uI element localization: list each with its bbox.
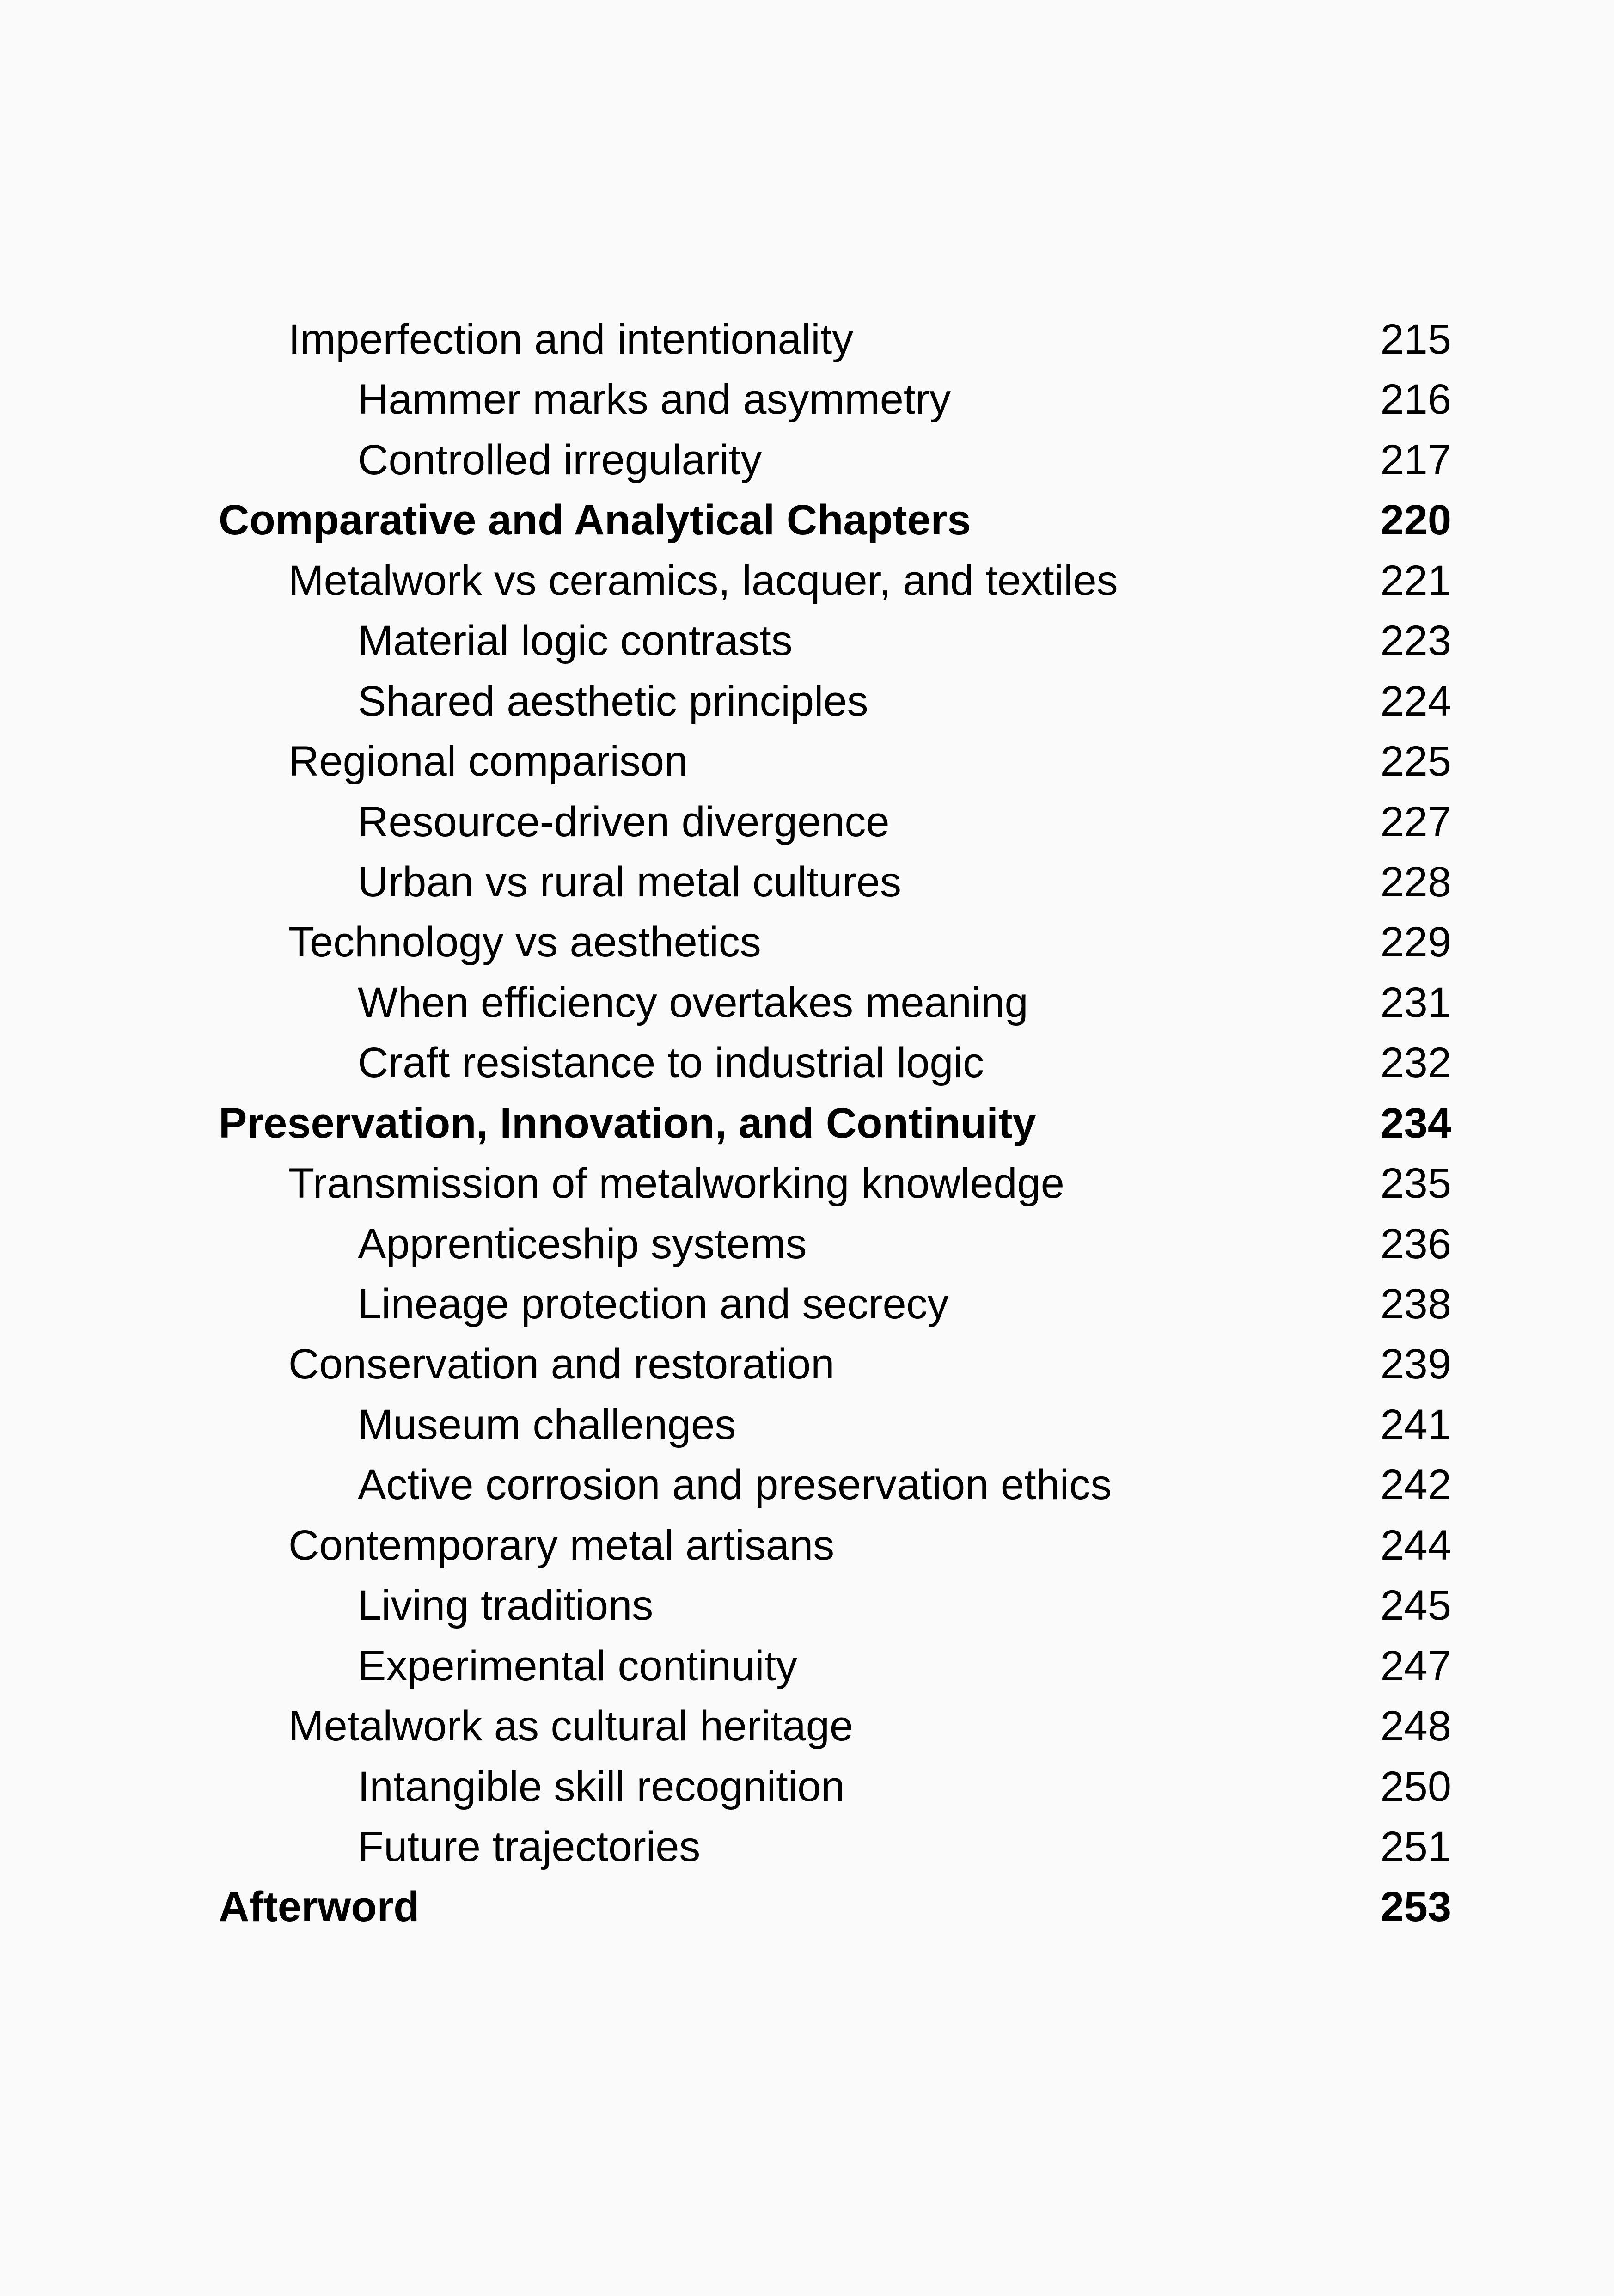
toc-entry-title: Resource-driven divergence — [358, 798, 890, 845]
toc-entry-title: Living traditions — [358, 1582, 654, 1629]
toc-entry-page-number: 228 — [1380, 858, 1451, 906]
toc-entry-title: Hammer marks and asymmetry — [358, 376, 951, 423]
table-of-contents — [0, 309, 1614, 1937]
toc-entry-page-number: 221 — [1380, 557, 1451, 604]
toc-entry-page-number: 242 — [1380, 1461, 1451, 1509]
toc-entry — [0, 671, 1614, 731]
toc-entry-page-number: 241 — [1380, 1401, 1451, 1448]
toc-entry-title: Apprenticeship systems — [358, 1220, 807, 1267]
toc-entry — [0, 369, 1614, 429]
toc-entry — [0, 1696, 1614, 1756]
toc-entry — [0, 1817, 1614, 1877]
toc-entry-page-number: 225 — [1380, 738, 1451, 785]
toc-entry-page-number: 236 — [1380, 1220, 1451, 1267]
toc-entry — [0, 1274, 1614, 1334]
toc-entry-page-number: 215 — [1380, 316, 1451, 363]
toc-entry-page-number: 220 — [1380, 496, 1451, 544]
toc-entry — [0, 309, 1614, 369]
toc-entry-title: Comparative and Analytical Chapters — [219, 496, 971, 544]
toc-entry-page-number: 227 — [1380, 798, 1451, 845]
toc-entry-page-number: 244 — [1380, 1521, 1451, 1569]
toc-entry-page-number: 253 — [1380, 1883, 1451, 1931]
toc-entry-title: Technology vs aesthetics — [288, 918, 761, 966]
toc-entry — [0, 912, 1614, 972]
toc-entry-page-number: 232 — [1380, 1039, 1451, 1087]
toc-entry-title: Future trajectories — [358, 1823, 701, 1870]
toc-entry — [0, 792, 1614, 852]
toc-entry — [0, 490, 1614, 550]
toc-entry-title: Transmission of metalworking knowledge — [288, 1160, 1064, 1207]
toc-entry-page-number: 216 — [1380, 376, 1451, 423]
toc-entry-page-number: 217 — [1380, 436, 1451, 484]
toc-entry — [0, 1455, 1614, 1515]
toc-entry-page-number: 224 — [1380, 677, 1451, 725]
toc-entry-page-number: 250 — [1380, 1763, 1451, 1810]
toc-entry — [0, 1033, 1614, 1093]
toc-entry-page-number: 231 — [1380, 979, 1451, 1026]
toc-entry — [0, 731, 1614, 791]
toc-entry-page-number: 238 — [1380, 1280, 1451, 1328]
toc-entry-title: Lineage protection and secrecy — [358, 1280, 949, 1328]
toc-entry-page-number: 245 — [1380, 1582, 1451, 1629]
toc-entry — [0, 611, 1614, 671]
toc-entry-title: Contemporary metal artisans — [288, 1521, 835, 1569]
toc-entry-title: Preservation, Innovation, and Continuity — [219, 1099, 1036, 1147]
toc-entry-page-number: 251 — [1380, 1823, 1451, 1870]
toc-entry — [0, 1153, 1614, 1213]
toc-entry-title: Metalwork as cultural heritage — [288, 1702, 854, 1750]
toc-entry — [0, 1877, 1614, 1937]
toc-entry — [0, 1334, 1614, 1394]
toc-entry-page-number: 248 — [1380, 1702, 1451, 1750]
toc-entry-title: Regional comparison — [288, 738, 688, 785]
toc-entry — [0, 852, 1614, 912]
toc-entry-title: Museum challenges — [358, 1401, 736, 1448]
toc-entry — [0, 1515, 1614, 1575]
toc-entry-title: Afterword — [219, 1883, 420, 1931]
toc-entry — [0, 1214, 1614, 1274]
toc-entry-title: Material logic contrasts — [358, 617, 793, 665]
toc-entry-title: Urban vs rural metal cultures — [358, 858, 901, 906]
toc-entry-title: Conservation and restoration — [288, 1341, 835, 1388]
toc-entry-title: Experimental continuity — [358, 1642, 798, 1690]
toc-entry — [0, 551, 1614, 611]
toc-entry-title: Intangible skill recognition — [358, 1763, 845, 1810]
toc-entry — [0, 973, 1614, 1033]
toc-entry-page-number: 239 — [1380, 1341, 1451, 1388]
toc-entry-title: When efficiency overtakes meaning — [358, 979, 1028, 1026]
toc-entry-page-number: 223 — [1380, 617, 1451, 665]
toc-entry — [0, 1093, 1614, 1153]
toc-entry — [0, 1395, 1614, 1455]
toc-entry-page-number: 229 — [1380, 918, 1451, 966]
toc-entry-page-number: 247 — [1380, 1642, 1451, 1690]
toc-entry — [0, 1757, 1614, 1817]
toc-entry-title: Imperfection and intentionality — [288, 316, 854, 363]
toc-entry-page-number: 235 — [1380, 1160, 1451, 1207]
toc-entry-title: Craft resistance to industrial logic — [358, 1039, 984, 1087]
toc-entry — [0, 1575, 1614, 1635]
toc-entry — [0, 430, 1614, 490]
toc-entry-page-number: 234 — [1380, 1099, 1451, 1147]
toc-entry-title: Active corrosion and preservation ethics — [358, 1461, 1112, 1509]
toc-entry-title: Controlled irregularity — [358, 436, 762, 484]
toc-entry-title: Shared aesthetic principles — [358, 677, 868, 725]
toc-entry-title: Metalwork vs ceramics, lacquer, and textiles — [288, 557, 1118, 604]
toc-entry — [0, 1636, 1614, 1696]
